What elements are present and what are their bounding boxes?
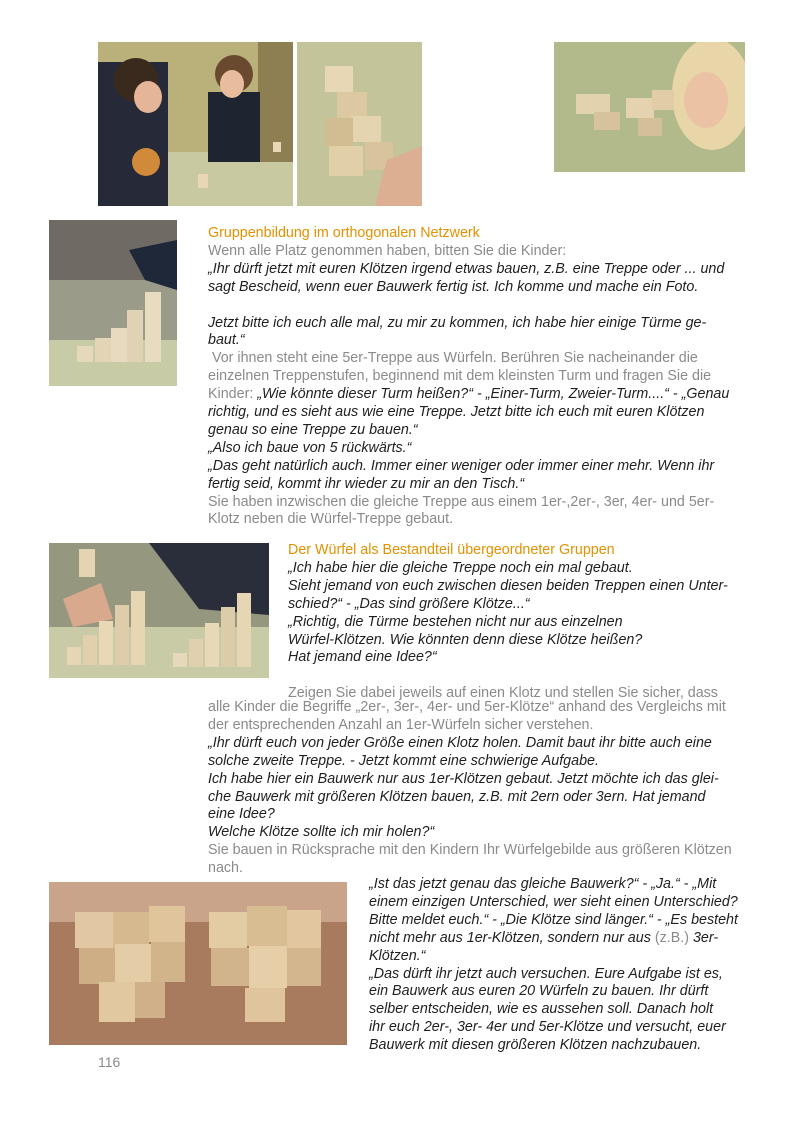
photo-cube-staircase — [49, 220, 177, 386]
quote-line: Hat jemand eine Idee?“ — [288, 649, 437, 666]
quote-line: baut.“ — [208, 332, 245, 349]
quote-line: „Das geht natürlich auch. Immer einer weniger oder immer einer mehr. Wenn ihr — [208, 457, 715, 474]
quote-line: Klötzen.“ — [369, 947, 426, 964]
quote-text: nicht mehr aus 1er-Klötzen, sondern nur aus — [369, 929, 655, 946]
quote-line: genau so eine Treppe zu bauen.“ — [208, 421, 418, 438]
paragraph-line: Vor ihnen steht eine 5er-Treppe aus Würfeln. Berühren Sie nacheinander die — [208, 350, 698, 367]
quote-line: Welche Klötze sollte ich mir holen?“ — [208, 824, 435, 841]
quote-line: „Ich habe hier die gleiche Treppe noch ein mal gebaut. — [288, 559, 633, 576]
section-cube-groups — [288, 542, 758, 703]
photo-two-staircases — [49, 543, 269, 678]
quote-line: ihr euch 2er-, 3er- 4er und 5er-Klötze und versucht, euer — [369, 1019, 726, 1036]
quote-line: Sieht jemand von euch zwischen diesen beiden Treppen einen Unter- — [288, 577, 728, 594]
quote-line: ein Bauwerk aus euren 20 Würfeln zu bauen. Ihr dürft — [369, 983, 709, 1000]
quote-line: fertig seid, kommt ihr wieder zu mir an den Tisch.“ — [208, 475, 525, 492]
quote-line: Bitte meldet euch.“ - „Die Klötze sind länger.“ - „Es besteht — [369, 911, 738, 928]
paragraph-line: Klotz neben die Würfel-Treppe gebaut. — [208, 511, 454, 528]
quote-line: richtig, und es sieht aus wie eine Treppe. Jetzt bitte ich euch mit euren Klötzen — [208, 404, 705, 421]
quote-line: „Ihr dürft euch von jeder Größe einen Klotz holen. Damit baut ihr bitte auch eine — [208, 734, 712, 751]
section-orthogonal-network — [208, 225, 768, 529]
paragraph-text: Kinder: — [208, 386, 258, 403]
quote-text: 3er- — [689, 929, 719, 946]
paragraph-line: Zeigen Sie dabei jeweils auf einen Klotz und stellen Sie sicher, dass — [288, 685, 718, 702]
paragraph-line: der entsprechenden Anzahl an 1er-Würfeln sicher verstehen. — [208, 716, 594, 733]
mixed-line — [208, 386, 768, 404]
quote-line: „Ihr dürft jetzt mit euren Klötzen irgend etwas bauen, z.B. eine Treppe oder ... und — [208, 260, 725, 277]
paragraph-line: alle Kinder die Begriffe „2er-, 3er-, 4er- und 5er-Klötze“ anhand des Vergleichs mit — [208, 699, 726, 715]
quote-line: „Das dürft ihr jetzt auch versuchen. Eure Aufgabe ist es, — [369, 965, 723, 982]
quote-line: Würfel-Klötzen. Wie könnten denn diese Klötze heißen? — [288, 631, 643, 648]
quote-line: eine Idee? — [208, 806, 275, 823]
quote-line: schied?“ - „Das sind größere Klötze...“ — [288, 595, 530, 612]
paragraph-line: Sie bauen in Rücksprache mit den Kindern Ihr Würfelgebilde aus größeren Klötzen — [208, 842, 732, 859]
quote-line: Jetzt bitte ich euch alle mal, zu mir zu kommen, ich habe hier einige Türme ge- — [208, 314, 707, 331]
photo-boys-building — [98, 42, 293, 206]
paragraph-line: nach. — [208, 860, 243, 877]
quote-line: einem einzigen Unterschied, wer sieht einen Unterschied? — [369, 893, 738, 910]
quote-line: sagt Bescheid, wenn euer Bauwerk fertig ist. Ich komme und mache ein Foto. — [208, 278, 699, 295]
quote-line: Bauwerk mit diesen größeren Klötzen nachzubauen. — [369, 1037, 702, 1054]
quote-line: che Bauwerk mit größeren Klötzen bauen, z.B. mit 2ern oder 3ern. Hat jemand — [208, 788, 706, 805]
quote-line: solche zweite Treppe. - Jetzt kommt eine schwierige Aufgabe. — [208, 752, 599, 769]
photo-girl-blocks — [554, 42, 745, 172]
section-heading-cube-groups: Der Würfel als Bestandteil übergeordneter Gruppen — [288, 542, 615, 558]
quote-line: Ich habe hier ein Bauwerk nur aus 1er-Klötzen gebaut. Jetzt möchte ich das glei- — [208, 770, 719, 787]
photo-two-block-structures — [49, 882, 347, 1045]
paragraph-line: Sie haben inzwischen die gleiche Treppe aus einem 1er-,2er-, 3er, 4er- und 5er- — [208, 493, 715, 510]
paragraph-line: einzelnen Treppenstufen, beginnend mit dem kleinsten Turm und fragen Sie die — [208, 368, 712, 385]
section-heading-orthogonal-network: Gruppenbildung im orthogonalen Netzwerk — [208, 225, 480, 241]
section-same-structure — [369, 876, 769, 1055]
quote-line: „Also ich baue von 5 rückwärts.“ — [208, 439, 412, 456]
section-cube-groups-continued — [208, 699, 768, 878]
quote-text: „Wie könnte dieser Turm heißen?“ - „Einer-Turm, Zweier-Turm....“ - „Genau — [257, 386, 730, 403]
photo-block-staircase-hand — [297, 42, 422, 206]
example-note: (z.B.) — [654, 929, 689, 946]
paragraph-line: Wenn alle Platz genommen haben, bitten Sie die Kinder: — [208, 242, 567, 259]
quote-line: „Ist das jetzt genau das gleiche Bauwerk?“ - „Ja.“ - „Mit — [369, 876, 717, 892]
quote-line: „Richtig, die Türme bestehen nicht nur aus einzelnen — [288, 613, 623, 630]
quote-line: selber entscheiden, wie es aussehen soll. Danach holt — [369, 1001, 714, 1018]
mixed-line — [369, 930, 769, 948]
page-number: 116 — [98, 1054, 121, 1070]
